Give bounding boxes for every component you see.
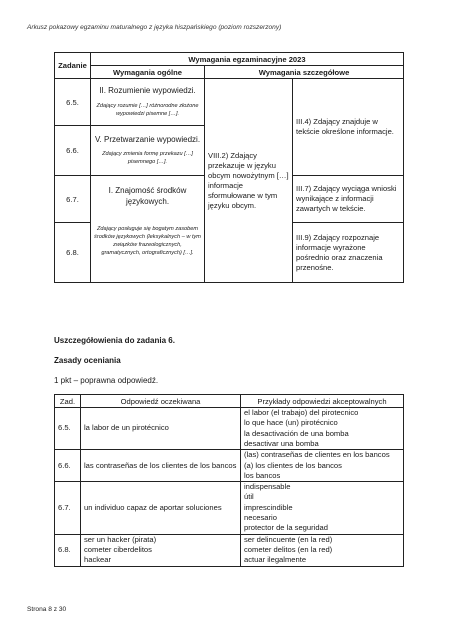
answer-examples xyxy=(241,450,404,482)
example-line: indispensable xyxy=(244,482,291,492)
rules-heading: Zasady oceniania xyxy=(54,356,121,365)
example-line: lo que hace (un) pirotécnico xyxy=(244,418,338,428)
expected-line: un individuo capaz de aportar soluciones xyxy=(84,502,222,512)
col-expected: Odpowiedź oczekiwana xyxy=(81,395,241,408)
expected-line: ser un hacker (pirata) xyxy=(84,534,157,544)
answers-table xyxy=(54,394,404,567)
general-req-2-title: V. Przetwarzanie wypowiedzi. xyxy=(94,134,201,144)
expected-line: las contraseñas de los clientes de los bancos xyxy=(84,460,237,470)
requirements-table xyxy=(54,52,404,283)
general-req-2-desc: Zdający zmienia formę przekazu […] pisemnego […]. xyxy=(102,151,193,166)
col-zadanie: Zadanie xyxy=(55,53,91,79)
col-specific: Wymagania szczegółowe xyxy=(205,66,404,79)
answer-zad: 6.5. xyxy=(55,408,81,450)
col-general: Wymagania ogólne xyxy=(91,66,205,79)
example-line: ser delincuente (en la red) xyxy=(244,534,333,544)
general-req-1-desc: Zdający rozumie […] różnorodne złożone wypowiedzi pisemne […]. xyxy=(96,102,199,117)
col-examples: Przykłady odpowiedzi akceptowalnych xyxy=(241,395,404,408)
row-label: 6.8. xyxy=(55,223,91,283)
details-heading: Uszczegółowienia do zadania 6. xyxy=(54,336,175,345)
example-line: el labor (el trabajo) del pirotecnico xyxy=(244,408,359,417)
example-line: la desactivación de una bomba xyxy=(244,428,349,438)
spec-iii9: III.9) Zdający rozpoznaje informacje wyrażone pośrednio oraz znaczenia przenośne. xyxy=(293,223,404,283)
answer-examples xyxy=(241,482,404,534)
general-req-1-title: II. Rozumienie wypowiedzi. xyxy=(99,86,196,96)
spec-iii4: III.4) Zdający znajduje w tekście określone informacje. xyxy=(293,79,404,176)
answer-zad: 6.7. xyxy=(55,482,81,534)
answer-expected xyxy=(81,482,241,534)
scoring-text: 1 pkt – poprawna odpowiedź. xyxy=(54,376,159,385)
example-line: protector de la seguridad xyxy=(244,523,329,533)
answer-expected xyxy=(81,450,241,482)
general-req-3 xyxy=(91,176,205,283)
general-req-1 xyxy=(91,79,205,126)
example-line: los bancos xyxy=(244,470,281,480)
general-req-3-desc: Zdający posługuje się bogatym zasobem środków językowych (leksykalnych – w tym związków frazeologicznych, gramatycznych, ortograficznych) […]. xyxy=(94,226,201,256)
example-line: necesario xyxy=(244,513,277,523)
answer-zad: 6.6. xyxy=(55,450,81,482)
row-label: 6.6. xyxy=(55,126,91,176)
answer-expected xyxy=(81,534,241,566)
example-line: actuar ilegalmente xyxy=(244,555,307,565)
spec-iii7: III.7) Zdający wyciąga wnioski wynikające z informacji zawartych w tekście. xyxy=(293,176,404,223)
example-line: (a) los clientes de los bancos xyxy=(244,460,342,470)
page-header: Arkusz pokazowy egzaminu maturalnego z języka hiszpańskiego (poziom rozszerzony) xyxy=(27,24,282,31)
answer-zad: 6.8. xyxy=(55,534,81,566)
general-req-3-title: I. Znajomość środków językowych. xyxy=(108,186,187,206)
general-req-2 xyxy=(91,126,205,176)
example-line: cometer delitos (en la red) xyxy=(244,545,333,555)
expected-line: hackear xyxy=(84,555,112,565)
row-label: 6.7. xyxy=(55,176,91,223)
answer-examples xyxy=(241,408,404,450)
example-line: desactivar una bomba xyxy=(244,438,319,448)
page-footer: Strona 8 z 30 xyxy=(27,606,67,613)
expected-line: cometer ciberdelitos xyxy=(84,545,152,555)
row-label: 6.5. xyxy=(55,79,91,126)
answer-expected xyxy=(81,408,241,450)
expected-line: la labor de un pirotécnico xyxy=(84,423,169,433)
example-line: útil xyxy=(244,492,254,502)
col-title: Wymagania egzaminacyjne 2023 xyxy=(91,53,404,66)
col-zad: Zad. xyxy=(55,395,81,408)
example-line: imprescindible xyxy=(244,502,293,512)
example-line: (las) contraseñas de clientes en los bancos xyxy=(244,450,390,460)
spec-viii: VIII.2) Zdający przekazuje w języku obcym nowożytnym […] informacje sformułowane w tym języku obcym. xyxy=(205,79,293,283)
answer-examples xyxy=(241,534,404,566)
